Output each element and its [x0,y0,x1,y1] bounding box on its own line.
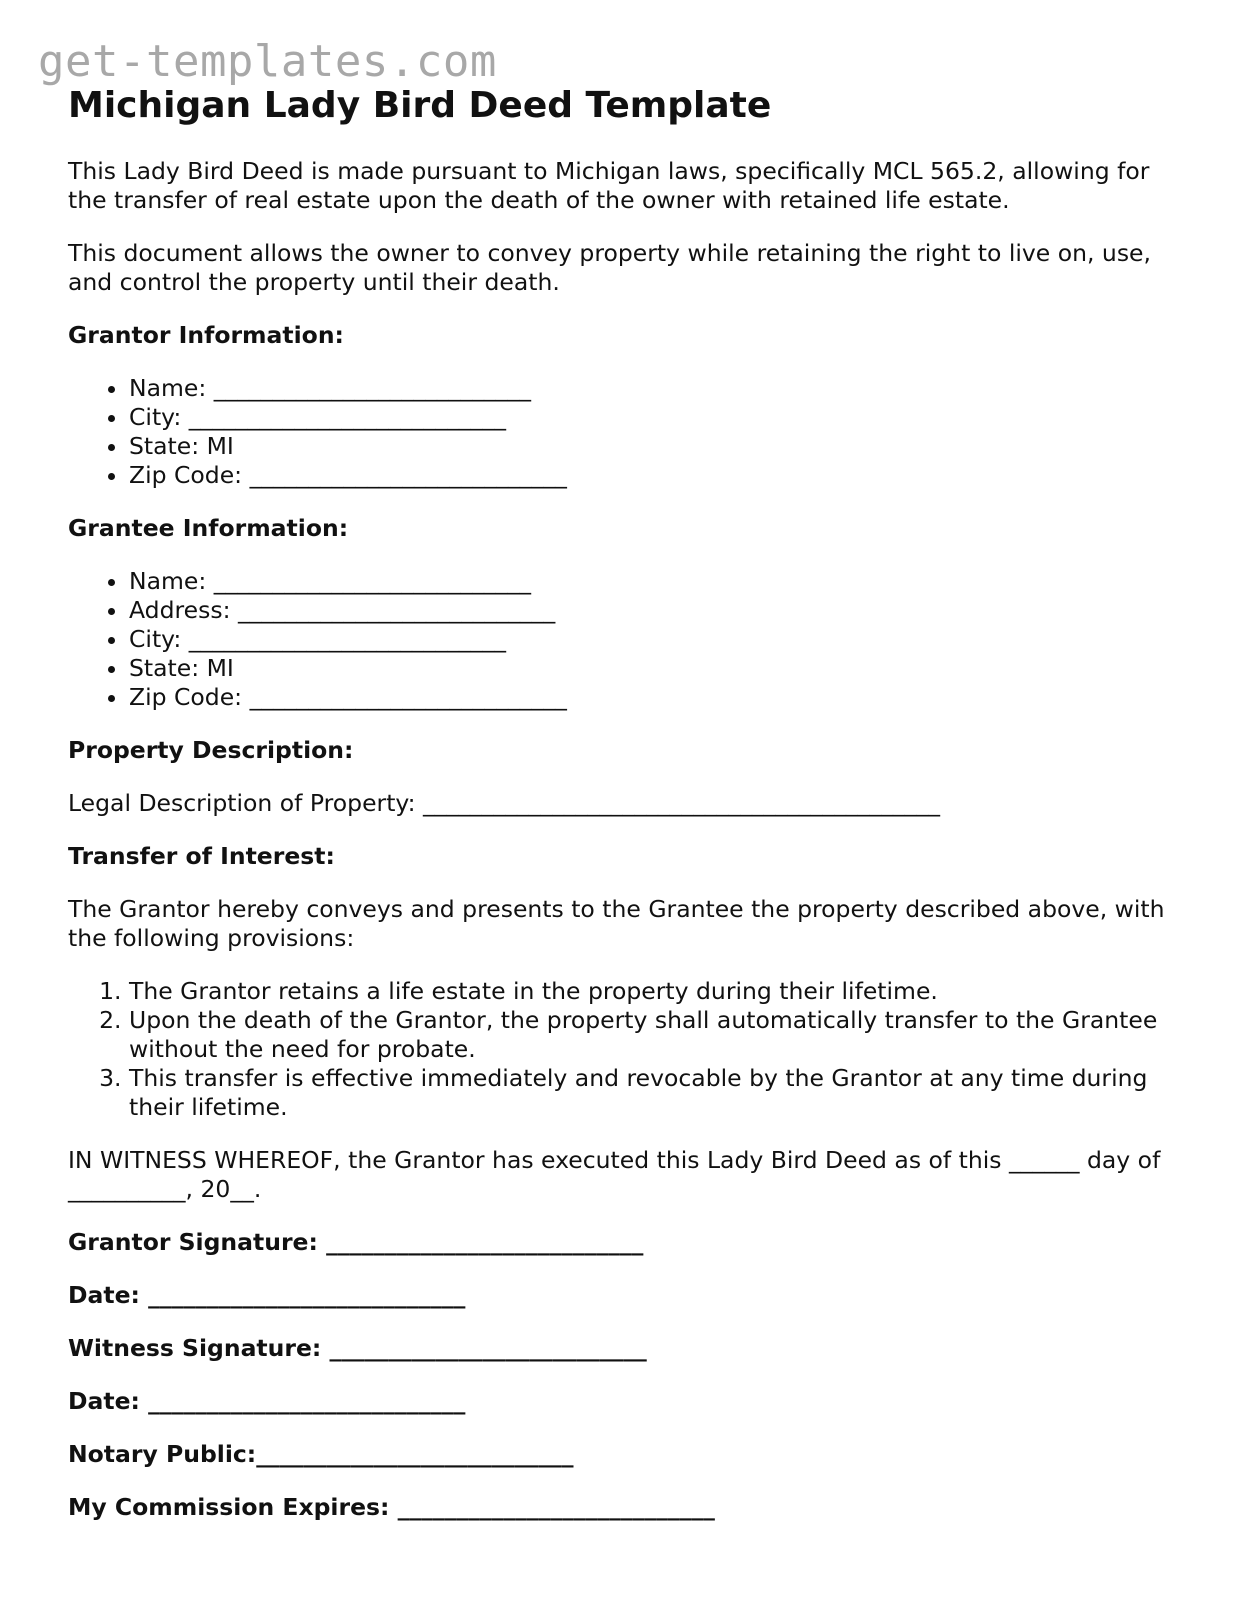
grantor-name-field: • Name: ___________________________ [129,374,1188,403]
intro-paragraph-1: This Lady Bird Deed is made pursuant to Michigan laws, specifically MCL 565.2, allowing for the transfer of real estate upon the death of the owner with retained life estate. [68,157,1150,214]
witness-date-line: Date: ___________________________ [68,1387,466,1415]
intro-paragraph-2: This document allows the owner to convey property while retaining the right to live on, use, and control the property until their death. [68,239,1151,296]
grantor-heading: Grantor Information: [68,321,344,349]
witness-signature-line: Witness Signature: ___________________________ [68,1334,647,1362]
document-title: Michigan Lady Bird Deed Template [68,85,772,126]
grantor-signature-line: Grantor Signature: ___________________________ [68,1228,644,1256]
grantee-city-field: • City: ___________________________ [129,625,1188,654]
grantee-zip-field: • Zip Code: ___________________________ [129,683,1188,712]
grantee-info-list [68,567,1188,712]
grantee-heading: Grantee Information: [68,514,349,542]
witness-clause: IN WITNESS WHEREOF, the Grantor has executed this Lady Bird Deed as of this ______ day of __________, 20__. [68,1146,1161,1203]
watermark: get-templates.com [38,36,497,87]
grantee-address-field: • Address: ___________________________ [129,596,1188,625]
provision-item: 1. The Grantor retains a life estate in the property during their lifetime. [129,977,1188,1006]
provision-item: 3. This transfer is effective immediately and revocable by the Grantor at any time during their lifetime. [129,1064,1188,1122]
legal-description-field: Legal Description of Property: ____________________________________________ [68,789,941,817]
grantor-state-field: • State: MI [129,432,1188,461]
transfer-heading: Transfer of Interest: [68,842,335,870]
document-page [68,82,1188,1522]
provisions-list [68,977,1188,1122]
grantor-info-list [68,374,1188,490]
provision-item: 2. Upon the death of the Grantor, the property shall automatically transfer to the Grantee without the need for probate. [129,1006,1188,1064]
grantor-date-line: Date: ___________________________ [68,1281,466,1309]
grantee-state-field: • State: MI [129,654,1188,683]
transfer-text: The Grantor hereby conveys and presents to the Grantee the property described above, with the following provisions: [68,895,1165,952]
grantor-city-field: • City: ___________________________ [129,403,1188,432]
notary-public-line: Notary Public:___________________________ [68,1440,574,1468]
commission-expires-line: My Commission Expires: ___________________________ [68,1493,715,1521]
property-heading: Property Description: [68,736,354,764]
grantee-name-field: • Name: ___________________________ [129,567,1188,596]
grantor-zip-field: • Zip Code: ___________________________ [129,461,1188,490]
